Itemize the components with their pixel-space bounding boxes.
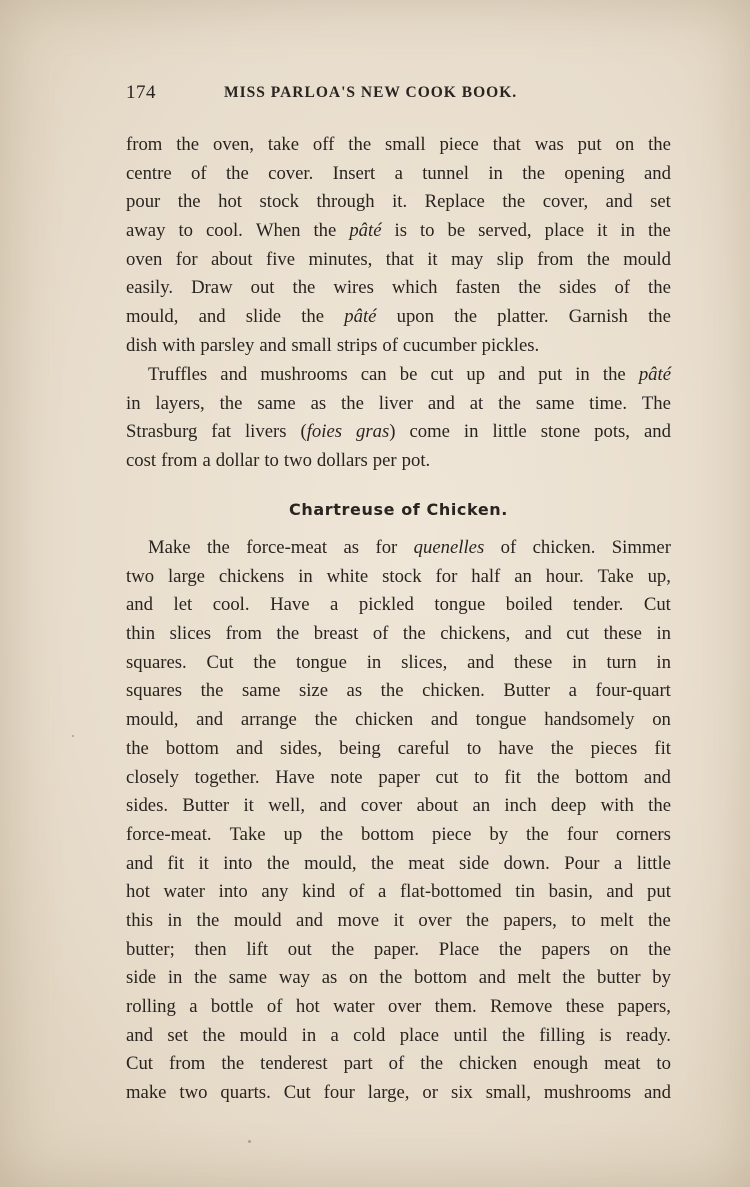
text-line: squares the same size as the chicken. Butter a four-quart (126, 680, 671, 702)
text-line: make two quarts. Cut four large, or six small, mushrooms and (126, 1082, 671, 1104)
text-line: oven for about five minutes, that it may slip from the mould (126, 248, 671, 270)
text-line: butter; then lift out the paper. Place the papers on the (126, 938, 671, 960)
text-line: cost from a dollar to two dollars per pot. (126, 450, 431, 472)
text-line: thin slices from the breast of the chickens, and cut these in (126, 623, 671, 645)
paragraph-truffles (126, 361, 671, 476)
text-line: Make the force-meat as for quenelles of chicken. Simmer (148, 537, 671, 558)
text-line: closely together. Have note paper cut to fit the bottom and (126, 766, 671, 788)
text-line: this in the mould and move it over the papers, to melt the (126, 909, 671, 931)
text-line: from the oven, take off the small piece that was put on the (126, 134, 671, 155)
text-line: in layers, the same as the liver and at the same time. The (126, 392, 671, 414)
paragraph-pate-instructions (126, 131, 671, 361)
text-line: and fit it into the mould, the meat side down. Pour a little (126, 852, 671, 874)
text-line: two large chickens in white stock for half an hour. Take up, (126, 565, 671, 587)
text-line: easily. Draw out the wires which fasten the sides of the (126, 277, 671, 299)
text-line: centre of the cover. Insert a tunnel in the opening and (126, 162, 671, 184)
text-line: force-meat. Take up the bottom piece by the four corners (126, 823, 671, 845)
text-line: and set the mould in a cold place until the filling is ready. (126, 1024, 671, 1046)
paper-speck (72, 735, 74, 737)
text-line: mould, and arrange the chicken and tongue handsomely on (126, 709, 671, 731)
text-line: Strasburg fat livers (foies gras) come in little stone pots, and (126, 421, 671, 443)
text-line: mould, and slide the pâté upon the platter. Garnish the (126, 306, 671, 328)
running-title: MISS PARLOA'S NEW COOK BOOK. (224, 84, 518, 101)
text-line: and let cool. Have a pickled tongue boiled tender. Cut (126, 594, 671, 616)
text-line: pour the hot stock through it. Replace the cover, and set (126, 191, 671, 213)
text-line: the bottom and sides, being careful to have the pieces fit (126, 737, 671, 759)
paragraph-chartreuse-recipe (126, 534, 671, 1108)
text-line: hot water into any kind of a flat-bottomed tin basin, and put (126, 881, 671, 903)
page-header (126, 82, 671, 110)
text-line: Truffles and mushrooms can be cut up and put in the pâté (148, 364, 671, 385)
section-heading: Chartreuse of Chicken. (289, 500, 508, 519)
page-number: 174 (126, 82, 156, 103)
text-line: squares. Cut the tongue in slices, and these in turn in (126, 651, 671, 673)
text-line: Cut from the tenderest part of the chicken enough meat to (126, 1053, 671, 1075)
paper-speck (248, 1140, 251, 1143)
text-line: dish with parsley and small strips of cucumber pickles. (126, 334, 540, 356)
text-line: sides. Butter it well, and cover about an inch deep with the (126, 795, 671, 817)
text-line: rolling a bottle of hot water over them. Remove these papers, (126, 996, 671, 1017)
text-line: side in the same way as on the bottom and melt the butter by (126, 967, 671, 989)
text-line: away to cool. When the pâté is to be served, place it in the (126, 220, 671, 242)
